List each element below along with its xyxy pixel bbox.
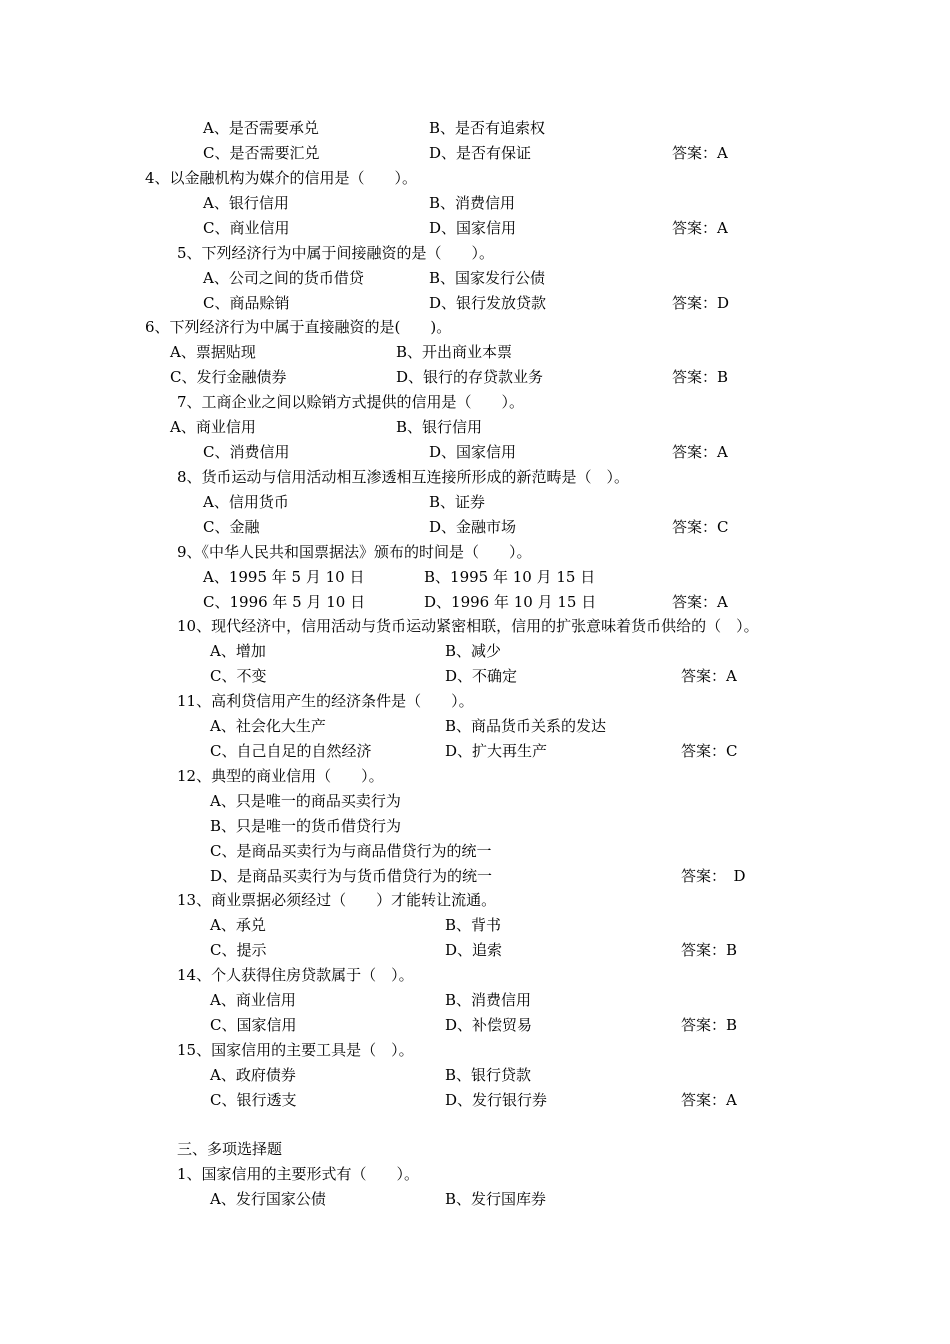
q8-option-d: D、金融市场 (429, 518, 517, 536)
q13-option-d: D、追索 (445, 941, 503, 959)
q9-option-b: B、1995 年 10 月 15 日 (424, 568, 596, 586)
q8-option-c: C、金融 (203, 518, 260, 536)
q10-option-c: C、不变 (210, 667, 267, 685)
q7-stem: 7、工商企业之间以赊销方式提供的信用是（ ）。 (177, 393, 525, 411)
q5-answer: 答案：D (672, 294, 730, 312)
q3-answer: 答案：A (672, 144, 728, 162)
q10-answer: 答案：A (681, 667, 737, 685)
q4-option-a: A、银行信用 (203, 194, 289, 212)
q3-option-c: C、是否需要汇兑 (203, 144, 320, 162)
q9-option-a: A、1995 年 5 月 10 日 (203, 568, 365, 586)
q13-option-b: B、背书 (445, 916, 502, 934)
q4-answer: 答案：A (672, 219, 728, 237)
q14-option-b: B、消费信用 (445, 991, 532, 1009)
q14-answer: 答案：B (681, 1016, 738, 1034)
q5-option-d: D、银行发放贷款 (429, 294, 547, 312)
q8-option-b: B、证券 (429, 493, 486, 511)
q7-option-d: D、国家信用 (429, 443, 517, 461)
q6-option-c: C、发行金融债券 (170, 368, 287, 386)
q12-option-d: D、是商品买卖行为与货币借贷行为的统一 (210, 867, 493, 885)
q11-answer: 答案：C (681, 742, 738, 760)
q12-stem: 12、典型的商业信用（ ）。 (177, 767, 384, 785)
q8-option-a: A、信用货币 (203, 493, 289, 511)
q9-option-c: C、1996 年 5 月 10 日 (203, 593, 366, 611)
q3-option-a: A、是否需要承兑 (203, 119, 319, 137)
s3-q1-stem: 1、国家信用的主要形式有（ ）。 (177, 1165, 420, 1183)
q15-option-b: B、银行贷款 (445, 1066, 532, 1084)
s3-q1-option-b: B、发行国库券 (445, 1190, 547, 1208)
q8-answer: 答案：C (672, 518, 729, 536)
q14-option-c: C、国家信用 (210, 1016, 297, 1034)
q6-option-d: D、银行的存贷款业务 (396, 368, 544, 386)
q15-option-a: A、政府债券 (210, 1066, 296, 1084)
q14-option-a: A、商业信用 (210, 991, 296, 1009)
q15-option-c: C、银行透支 (210, 1091, 297, 1109)
q5-option-a: A、公司之间的货币借贷 (203, 269, 364, 287)
q8-stem: 8、货币运动与信用活动相互渗透相互连接所形成的新范畴是（ ）。 (177, 468, 630, 486)
q13-option-a: A、承兑 (210, 916, 266, 934)
q14-option-d: D、补偿贸易 (445, 1016, 533, 1034)
q5-option-b: B、国家发行公债 (429, 269, 546, 287)
q6-option-b: B、开出商业本票 (396, 343, 513, 361)
q9-option-d: D、1996 年 10 月 15 日 (424, 593, 597, 611)
s3-q1-option-a: A、发行国家公债 (210, 1190, 326, 1208)
q7-option-c: C、消费信用 (203, 443, 290, 461)
q7-option-b: B、银行信用 (396, 418, 483, 436)
q10-option-b: B、减少 (445, 642, 502, 660)
q12-answer: 答案： D (681, 867, 746, 885)
q11-stem: 11、高利贷信用产生的经济条件是（ ）。 (177, 692, 474, 710)
q4-option-d: D、国家信用 (429, 219, 517, 237)
q15-answer: 答案：A (681, 1091, 737, 1109)
q15-stem: 15、国家信用的主要工具是（ ）。 (177, 1041, 414, 1059)
q12-option-a: A、只是唯一的商品买卖行为 (210, 792, 401, 810)
q11-option-d: D、扩大再生产 (445, 742, 548, 760)
q4-option-c: C、商业信用 (203, 219, 290, 237)
q5-option-c: C、商品赊销 (203, 294, 290, 312)
q5-stem: 5、下列经济行为中属于间接融资的是（ ）。 (177, 244, 495, 262)
q13-answer: 答案：B (681, 941, 738, 959)
q11-option-c: C、自己自足的自然经济 (210, 742, 372, 760)
q4-stem: 4、以金融机构为媒介的信用是（ ）。 (145, 169, 418, 187)
q11-option-b: B、商品货币关系的发达 (445, 717, 607, 735)
q10-option-d: D、不确定 (445, 667, 518, 685)
q11-option-a: A、社会化大生产 (210, 717, 326, 735)
q12-option-c: C、是商品买卖行为与商品借贷行为的统一 (210, 842, 492, 860)
q9-answer: 答案：A (672, 593, 728, 611)
q10-stem: 10、现代经济中，信用活动与货币运动紧密相联，信用的扩张意味着货币供给的（ ）。 (177, 617, 759, 635)
q6-option-a: A、票据贴现 (170, 343, 256, 361)
q3-option-d: D、是否有保证 (429, 144, 532, 162)
q3-option-b: B、是否有追索权 (429, 119, 546, 137)
section3-title: 三、多项选择题 (177, 1140, 283, 1158)
q12-option-b: B、只是唯一的货币借贷行为 (210, 817, 402, 835)
q9-stem: 9、《中华人民共和国票据法》颁布的时间是（ ）。 (177, 543, 532, 561)
q4-option-b: B、消费信用 (429, 194, 516, 212)
q15-option-d: D、发行银行券 (445, 1091, 548, 1109)
q6-answer: 答案：B (672, 368, 729, 386)
q7-option-a: A、商业信用 (170, 418, 256, 436)
q13-stem: 13、商业票据必须经过（ ）才能转让流通。 (177, 891, 497, 909)
q14-stem: 14、个人获得住房贷款属于（ ）。 (177, 966, 414, 984)
q10-option-a: A、增加 (210, 642, 266, 660)
q6-stem: 6、下列经济行为中属于直接融资的是( )。 (145, 318, 452, 336)
q7-answer: 答案：A (672, 443, 728, 461)
q13-option-c: C、提示 (210, 941, 267, 959)
